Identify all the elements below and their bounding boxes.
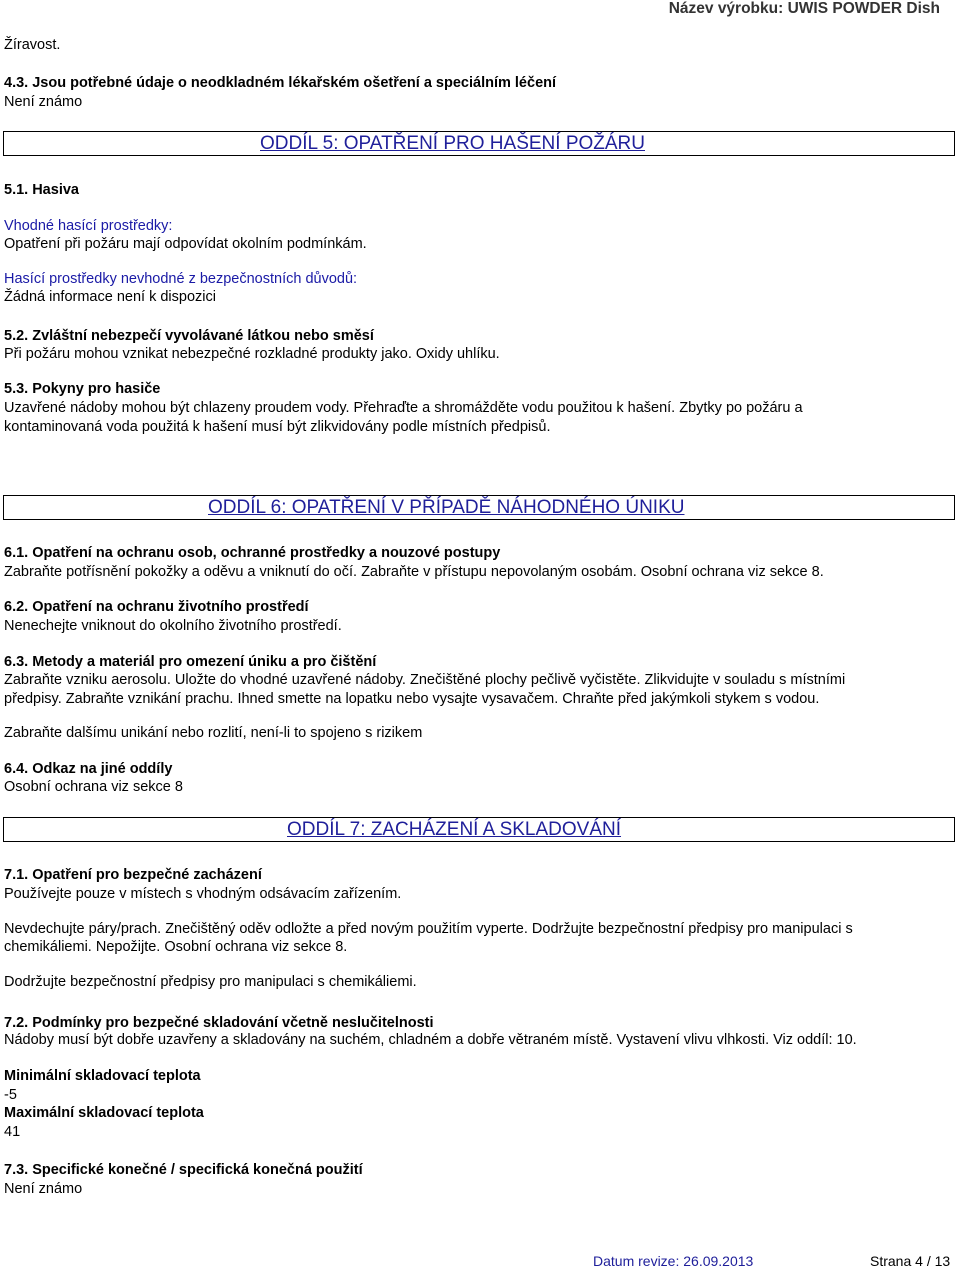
subsection-7-3-title: 7.3. Specifické konečné / specifická konečná použití (4, 1162, 363, 1178)
min-storage-temp-value: -5 (4, 1087, 17, 1103)
revision-date: Datum revize: 26.09.2013 (593, 1253, 754, 1269)
subsection-7-1-title: 7.1. Opatření pro bezpečné zacházení (4, 867, 262, 883)
subsection-5-2-title: 5.2. Zvláštní nebezpečí vyvolávané látkou nebo směsí (4, 328, 374, 344)
subsection-7-2-text: Nádoby musí být dobře uzavřeny a skladovány na suchém, chladném a dobře větraném místě. Vystavení vlivu vlhkosti. Viz oddíl: 10. (4, 1032, 857, 1048)
product-name-header: Název výrobku: UWIS POWDER Dish (668, 0, 940, 17)
subsection-5-1-title: 5.1. Hasiva (4, 182, 79, 198)
subsection-6-3-title: 6.3. Metody a materiál pro omezení úniku a pro čištění (4, 654, 377, 670)
subsection-4-3-title: 4.3. Jsou potřebné údaje o neodkladném lékařském ošetření a speciálním léčení (4, 75, 557, 91)
suitable-media-label: Vhodné hasící prostředky: (4, 218, 173, 234)
subsection-7-1-line2: Nevdechujte páry/prach. Znečištěný oděv odložte a před novým použitím vyperte. Dodržujte bezpečnostní předpisy pro manipulaci s (4, 921, 853, 937)
section-5-title: ODDÍL 5: OPATŘENÍ PRO HAŠENÍ POŽÁRU (260, 133, 645, 154)
subsection-5-3-line1: Uzavřené nádoby mohou být chlazeny proudem vody. Přehraďte a shromážděte vodu použitou k hašení. Zbytky po požáru a (4, 400, 803, 416)
subsection-6-1-text: Zabraňte potřísnění pokožky a oděvu a vniknutí do očí. Zabraňte v přístupu nepovolaným osobám. Osobní ochrana viz sekce 8. (4, 564, 824, 580)
max-storage-temp-value: 41 (4, 1124, 21, 1140)
subsection-6-4-title: 6.4. Odkaz na jiné oddíly (4, 761, 173, 777)
subsection-7-3-text: Není známo (4, 1181, 83, 1197)
subsection-6-2-title: 6.2. Opatření na ochranu životního prostředí (4, 599, 309, 615)
subsection-6-3-line2: předpisy. Zabraňte vznikání prachu. Ihned smette na lopatku nebo vysajte vysavačem. Chraňte před jakýmkoli stykem s vodou. (4, 691, 820, 707)
subsection-6-2-text: Nenechejte vniknout do okolního životního prostředí. (4, 618, 342, 634)
suitable-media-text: Opatření při požáru mají odpovídat okolním podmínkám. (4, 236, 367, 252)
subsection-6-3-line1: Zabraňte vzniku aerosolu. Uložte do vhodné uzavřené nádoby. Znečištěné plochy pečlivě vyčistěte. Zlikvidujte v souladu s místními (4, 672, 846, 688)
page-number: Strana 4 / 13 (870, 1253, 951, 1269)
section-7-title: ODDÍL 7: ZACHÁZENÍ A SKLADOVÁNÍ (287, 819, 622, 840)
unsuitable-media-text: Žádná informace není k dispozici (4, 289, 216, 305)
subsection-6-3-line3: Zabraňte dalšímu unikání nebo rozlití, není-li to spojeno s rizikem (4, 725, 423, 741)
subsection-6-1-title: 6.1. Opatření na ochranu osob, ochranné prostředky a nouzové postupy (4, 545, 501, 561)
subsection-7-2-title: 7.2. Podmínky pro bezpečné skladování včetně neslučitelnosti (4, 1015, 434, 1031)
subsection-7-1-line3: chemikáliemi. Nepožijte. Osobní ochrana viz sekce 8. (4, 939, 348, 955)
unsuitable-media-label: Hasící prostředky nevhodné z bezpečnostních důvodů: (4, 271, 358, 287)
section-6-title: ODDÍL 6: OPATŘENÍ V PŘÍPADĚ NÁHODNÉHO ÚNIKU (208, 497, 685, 518)
max-storage-temp-label: Maximální skladovací teplota (4, 1105, 204, 1121)
subsection-4-3-text: Není známo (4, 94, 83, 110)
subsection-6-4-text: Osobní ochrana viz sekce 8 (4, 779, 183, 795)
subsection-7-1-line4: Dodržujte bezpečnostní předpisy pro manipulaci s chemikáliemi. (4, 974, 417, 990)
subsection-7-1-line1: Používejte pouze v místech s vhodným odsávacím zařízením. (4, 886, 402, 902)
subsection-5-2-text: Při požáru mohou vznikat nebezpečné rozkladné produkty jako. Oxidy uhlíku. (4, 346, 500, 362)
subsection-5-3-line2: kontaminovaná voda použitá k hašení musí být zlikvidovány podle místních předpisů. (4, 419, 551, 435)
min-storage-temp-label: Minimální skladovací teplota (4, 1068, 201, 1084)
subsection-5-3-title: 5.3. Pokyny pro hasiče (4, 381, 161, 397)
previous-text: Žíravost. (4, 37, 61, 53)
